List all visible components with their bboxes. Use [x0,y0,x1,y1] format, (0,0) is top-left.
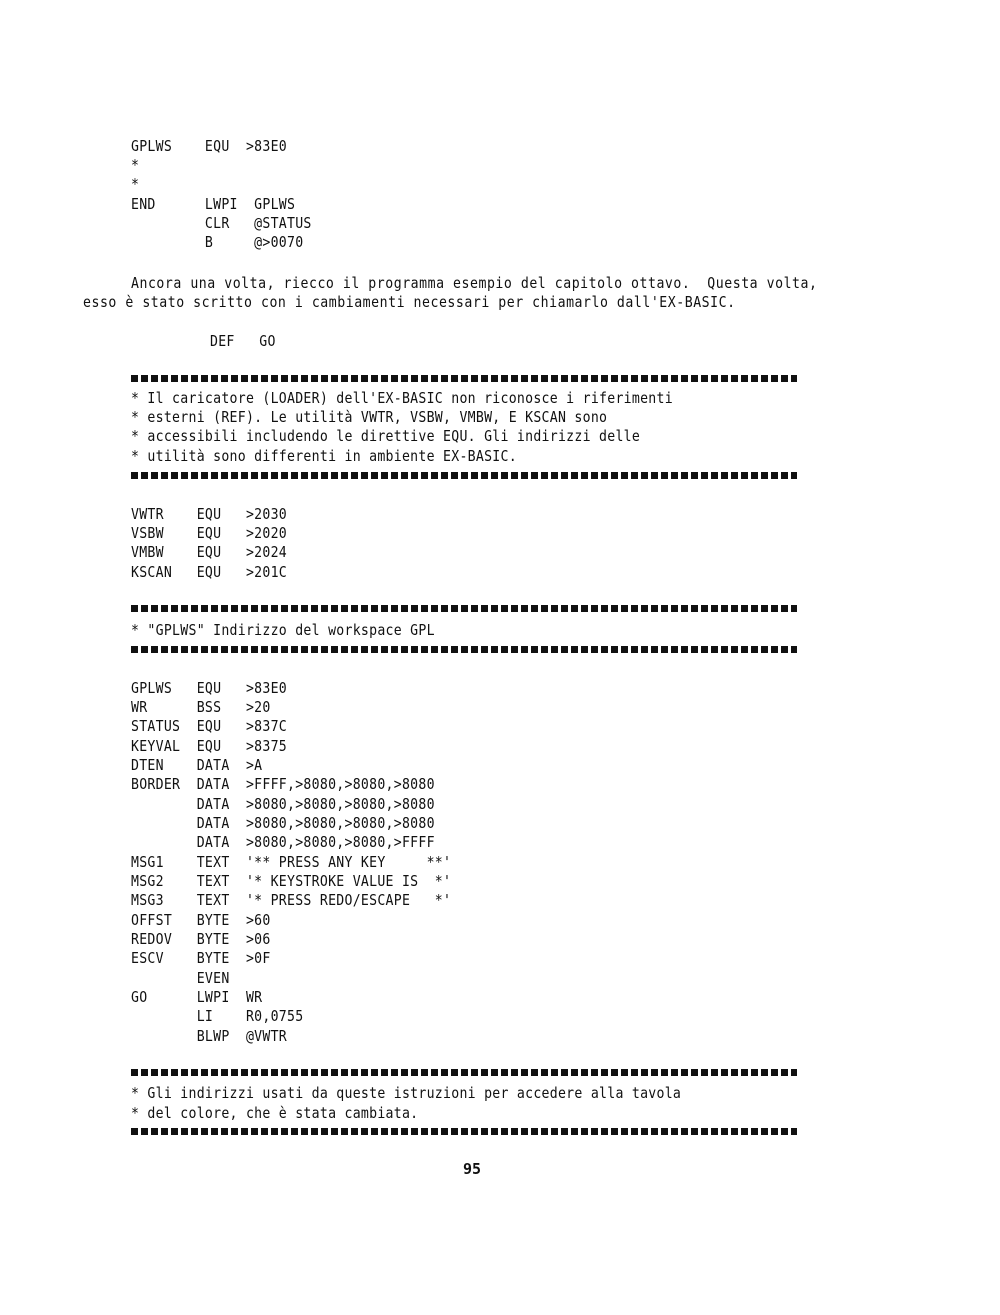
paragraph-line: Ancora una volta, riecco il programma esempio del capitolo ottavo. Questa volta, [131,274,818,292]
def-directive: DEF GO [210,332,276,350]
comment-rule [131,472,797,477]
paragraph-line: esso è stato scritto con i cambiamenti necessari per chiamarlo dall'EX-BASIC. [83,293,736,311]
code-line: DATA >8080,>8080,>8080,>8080 [131,814,435,832]
comment-line: * Il caricatore (LOADER) dell'EX-BASIC non riconosce i riferimenti [131,389,673,407]
comment-line: * accessibili includendo le direttive EQU. Gli indirizzi delle [131,427,641,445]
code-line: LI R0,0755 [131,1007,304,1025]
code-line: GPLWS EQU >83E0 [131,137,288,155]
comment-rule [131,1069,797,1074]
code-line: KSCAN EQU >201C [131,563,288,581]
code-line: KEYVAL EQU >8375 [131,737,288,755]
code-line: DTEN DATA >A [131,756,263,774]
code-line: STATUS EQU >837C [131,717,288,735]
code-line: BLWP @VWTR [131,1027,288,1045]
comment-line: * del colore, che è stata cambiata. [131,1104,419,1122]
page-number: 95 [463,1160,482,1178]
comment-rule [131,646,797,651]
code-line: VWTR EQU >2030 [131,505,288,523]
comment-rule [131,1128,797,1133]
code-line: OFFST BYTE >60 [131,911,271,929]
code-line: MSG2 TEXT '* KEYSTROKE VALUE IS *' [131,872,452,890]
comment-line: * utilità sono differenti in ambiente EX-BASIC. [131,447,517,465]
comment-rule [131,605,797,610]
code-line: VSBW EQU >2020 [131,524,288,542]
code-line: WR BSS >20 [131,698,271,716]
code-line: DATA >8080,>8080,>8080,>8080 [131,795,435,813]
code-line: MSG3 TEXT '* PRESS REDO/ESCAPE *' [131,891,452,909]
code-line: CLR @STATUS [131,214,312,232]
code-line: REDOV BYTE >06 [131,930,271,948]
comment-line: * "GPLWS" Indirizzo del workspace GPL [131,621,435,639]
code-line: VMBW EQU >2024 [131,543,288,561]
code-line: * [131,175,140,193]
code-line: MSG1 TEXT '** PRESS ANY KEY **' [131,853,452,871]
code-line: B @>0070 [131,233,304,251]
code-line: DATA >8080,>8080,>8080,>FFFF [131,833,435,851]
code-line: GPLWS EQU >83E0 [131,679,288,697]
code-line: * [131,156,140,174]
code-line: GO LWPI WR [131,988,263,1006]
code-line: ESCV BYTE >0F [131,949,271,967]
code-line: BORDER DATA >FFFF,>8080,>8080,>8080 [131,775,435,793]
comment-rule [131,375,797,380]
code-line: END LWPI GPLWS [131,195,296,213]
comment-line: * esterni (REF). Le utilità VWTR, VSBW, VMBW, E KSCAN sono [131,408,608,426]
comment-line: * Gli indirizzi usati da queste istruzioni per accedere alla tavola [131,1084,682,1102]
code-line: EVEN [131,969,230,987]
